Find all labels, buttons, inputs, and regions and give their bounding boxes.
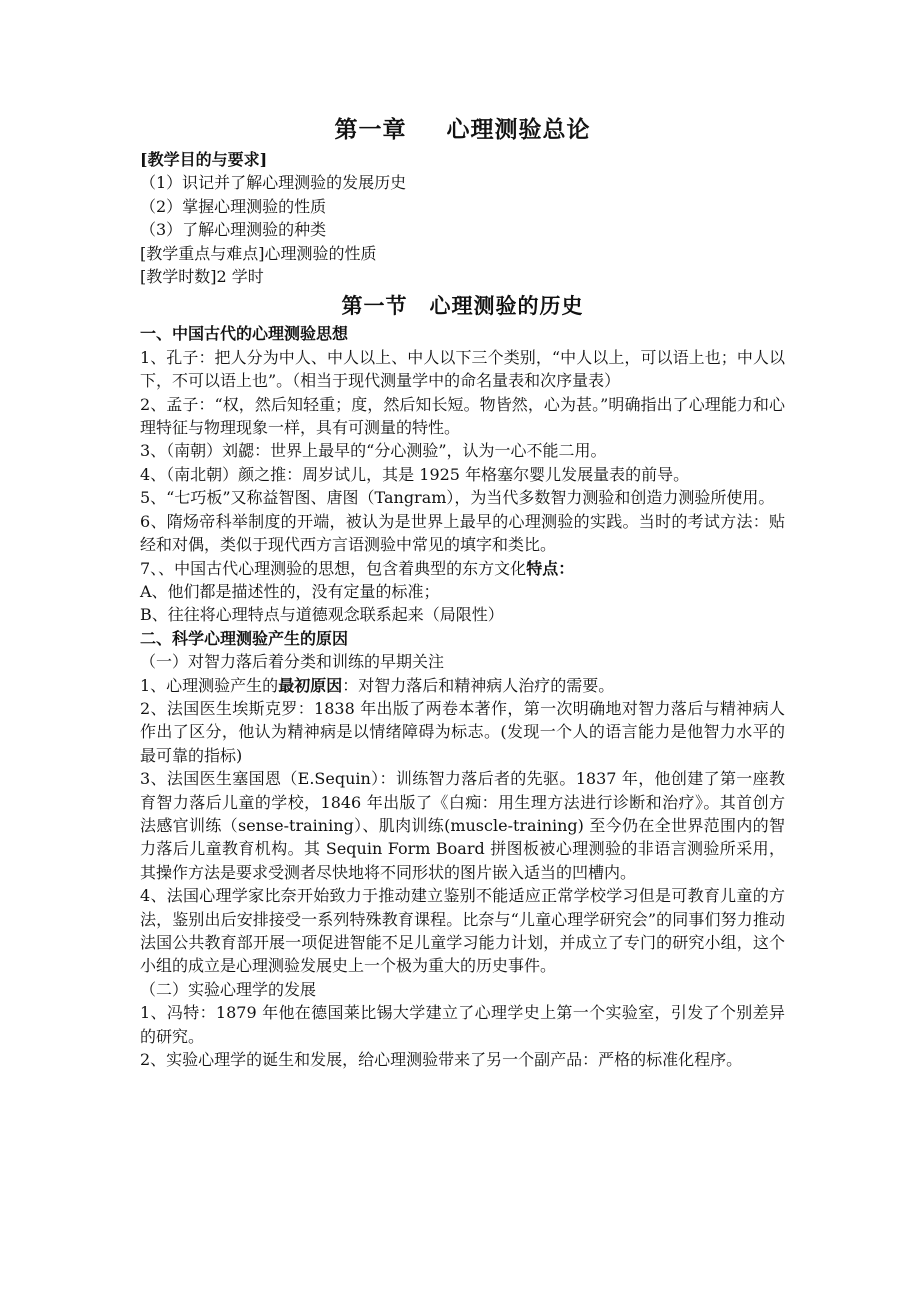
section-name: 心理测验的历史	[429, 293, 584, 319]
paragraph: 1、冯特：1879 年他在德国莱比锡大学建立了心理学史上第一个实验室，引发了个别差异的研究。	[140, 1003, 785, 1046]
paragraph: 2、法国医生埃斯克罗：1838 年出版了两卷本著作，第一次明确地对智力落后与精神病人作出了区分，他认为精神病是以情绪障碍为标志。(发现一个人的语言能力是他智力水平的最可靠的指标)	[140, 698, 785, 765]
heading-scientific-origins: 二、科学心理测验产生的原因	[140, 628, 349, 648]
paragraph: 3、（南朝）刘勰：世界上最早的“分心测验”，认为一心不能二用。	[140, 441, 607, 461]
emphasis-text: 特点：	[526, 558, 575, 578]
subheading: （二）实验心理学的发展	[140, 979, 317, 999]
teaching-hours-line: [教学时数]2 学时	[140, 267, 264, 287]
paragraph: 3、法国医生塞国恩（E.Sequin）：训练智力落后者的先驱。1837 年，他创建了第一座教育智力落后儿童的学校，1846 年出版了《白痴：用生理方法进行诊断和治疗》。其首创方法感官训练（sense-training）、肌肉训练(muscle-training) 至今仍在全世界范围内的智力落后儿童教育机构。其 Sequin Form Board 拼图板被心理测验的非语言测验所采用，其操作方法是要求受测者尽快地将不同形状的图片嵌入适当的凹槽内。	[140, 769, 785, 882]
teaching-goals-heading: [教学目的与要求]	[140, 150, 268, 169]
paragraph-text: 7、、中国古代心理测验的思想，包含着典型的东方文化	[140, 558, 527, 578]
section-number: 第一节	[341, 293, 408, 319]
document-page	[140, 112, 785, 1071]
subheading: （一）对智力落后着分类和训练的早期关注	[140, 652, 445, 672]
paragraph	[140, 674, 785, 697]
paragraph: 6、隋炀帝科举制度的开端，被认为是世界上最早的心理测验的实践。当时的考试方法：贴经和对偶，类似于现代西方言语测验中常见的填字和类比。	[140, 511, 785, 555]
goal-item: （3）了解心理测验的种类	[140, 220, 327, 240]
paragraph: 4、（南北朝）颜之推：周岁试儿，其是 1925 年格塞尔婴儿发展量表的前导。	[140, 464, 690, 484]
chapter-title	[140, 112, 785, 148]
paragraph	[140, 557, 785, 580]
paragraph: 1、孔子：把人分为中人、中人以上、中人以下三个类别，“中人以上，可以语上也；中人以下，不可以语上也”。（相当于现代测量学中的命名量表和次序量表）	[140, 347, 785, 391]
emphasis-text: 最初原因	[278, 675, 343, 695]
heading-ancient-thought: 一、中国古代的心理测验思想	[140, 324, 349, 344]
paragraph-text: 1、心理测验产生的	[140, 675, 279, 695]
list-item: B、往往将心理特点与道德观念联系起来（局限性）	[140, 605, 504, 625]
section-title	[140, 291, 785, 321]
paragraph: 5、“七巧板”又称益智图、唐图（Tangram），为当代多数智力测验和创造力测验所使用。	[140, 488, 775, 508]
paragraph-text: ：对智力落后和精神病人治疗的需要。	[342, 675, 615, 695]
list-item: A、他们都是描述性的，没有定量的标准；	[140, 581, 440, 601]
goal-item: （2）掌握心理测验的性质	[140, 196, 327, 216]
chapter-name: 心理测验总论	[446, 116, 591, 143]
paragraph: 4、法国心理学家比奈开始致力于推动建立鉴别不能适应正常学校学习但是可教育儿童的方法，鉴别出后安排接受一系列特殊教育课程。比奈与“儿童心理学研究会”的同事们努力推动法国公共教育部开展一项促进智能不足儿童学习能力计划，并成立了专门的研究小组，这个小组的成立是心理测验发展史上一个极为重大的历史事件。	[140, 886, 785, 976]
paragraph: 2、实验心理学的诞生和发展，给心理测验带来了另一个副产品：严格的标准化程序。	[140, 1050, 743, 1070]
chapter-number: 第一章	[334, 116, 407, 143]
goal-item: （1）识记并了解心理测验的发展历史	[140, 173, 407, 193]
paragraph: 2、孟子：“权，然后知轻重；度，然后知长短。物皆然，心为甚。”明确指出了心理能力和心理特征与物理现象一样，具有可测量的特性。	[140, 394, 785, 438]
key-points-line: [教学重点与难点]心理测验的性质	[140, 243, 377, 263]
